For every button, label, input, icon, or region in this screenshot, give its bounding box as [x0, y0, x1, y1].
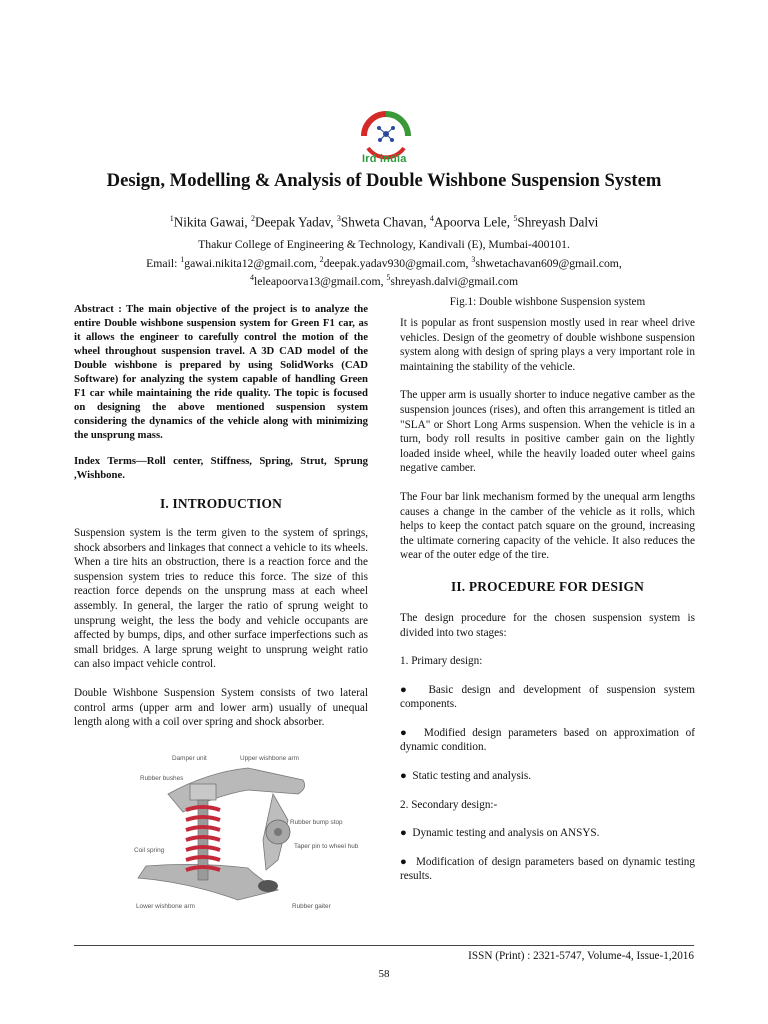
- email-5: shreyash.dalvi@gmail.com: [390, 274, 519, 288]
- footer-issn: ISSN (Print) : 2321-5747, Volume-4, Issue-1,2016: [468, 950, 694, 962]
- gaiter-shape: [258, 880, 278, 892]
- left-column: [74, 302, 368, 730]
- label-damper-unit: Damper unit: [172, 755, 207, 762]
- bullet-item-2: ● Modified design parameters based on approximation of dynamic condition.: [400, 726, 695, 754]
- label-bump-stop: Rubber bump stop: [290, 819, 343, 826]
- abstract: Abstract : The main objective of the project is to analyze the entire Double wishbone suspension system for Green F1 car, as it allows the engineer to carefully control the motion of the wheel throughout suspension travel. A 3D CAD model of the Double wishbone is prepared by using SolidWorks (CAD Software) for analyzing the system capable of handling Green F1 car while maintaining the ride quality. The topic is focused on designing the above mentioned suspension system considering the dynamics of the vehicle along with minimizing the unsprung mass.: [74, 303, 368, 441]
- label-taper-pin: Taper pin to wheel hub: [294, 843, 359, 850]
- section-heading-procedure: II. PROCEDURE FOR DESIGN: [450, 578, 645, 594]
- label-upper-wishbone: Upper wishbone arm: [240, 755, 299, 762]
- label-coil-spring: Coil spring: [134, 847, 165, 854]
- author-list: [40, 214, 728, 230]
- email-4-sup: 4: [249, 272, 254, 282]
- author-5-sup: 5: [513, 214, 518, 223]
- intro-paragraph-1: Suspension system is the term given to the system of springs, shock absorbers and linkages that connect a vehicle to its wheels. When a tire hits an obstruction, there is a reaction force and the suspension system tries to reduce this force. The size of this reaction force depends on the unsprung mass at each wheel assembly. In general, the larger the ratio of sprung weight to unsprung weight, the less the body and vehicle occupants are affected by bumps, dips, and other surface imperfections such as small bridges. A large sprung weight to unsprung weight ratio can also impact vehicle control.: [74, 527, 368, 671]
- email-1: gawai.nikita12@gmail.com,: [184, 256, 320, 270]
- author-1: Nikita Gawai,: [173, 214, 251, 230]
- author-1-sup: 1: [169, 214, 174, 223]
- bullet-text-3: Static testing and analysis.: [412, 770, 532, 783]
- author-5: Shreyash Dalvi: [517, 214, 599, 230]
- suspension-figure: [128, 750, 359, 922]
- page-number: 58: [378, 968, 390, 980]
- secondary-design-label: 2. Secondary design:-: [400, 798, 498, 811]
- logo-text: Ird india: [362, 153, 407, 165]
- author-3: Shweta Chavan,: [340, 214, 430, 230]
- affiliation-block: [40, 238, 728, 289]
- bullet-text-4: Dynamic testing and analysis on ANSYS.: [412, 827, 600, 840]
- right-column: [400, 296, 695, 884]
- figure-caption: Fig.1: Double wishbone Suspension system: [449, 296, 646, 308]
- section-heading-introduction: I. INTRODUCTION: [159, 496, 283, 511]
- bullet-text-2: Modified design parameters based on approximation of dynamic condition.: [400, 726, 695, 754]
- bullet-text-5: Modification of design parameters based on dynamic testing results.: [400, 855, 695, 883]
- upper-wishbone-shape: [168, 768, 305, 812]
- author-2: Deepak Yadav,: [254, 214, 337, 230]
- email-3: shwetachavan609@gmail.com,: [475, 256, 622, 270]
- hub-center-shape: [274, 828, 282, 836]
- procedure-intro: The design procedure for the chosen suspension system is divided into two stages:: [400, 611, 695, 639]
- index-terms: Index Terms—Roll center, Stiffness, Spring, Strut, Sprung ,Wishbone.: [74, 455, 368, 481]
- right-paragraph-1: It is popular as front suspension mostly used in rear wheel drive vehicles. Design of the geometry of double wishbone suspension system along with design of spring plays a very important role in maintaining the stability of the vehicle.: [400, 317, 695, 373]
- author-4: Apoorva Lele,: [433, 214, 514, 230]
- affiliation: Thakur College of Engineering & Technology, Kandivali (E), Mumbai-400101.: [198, 238, 570, 251]
- email-line-1: [40, 253, 728, 271]
- label-rubber-bushes: Rubber bushes: [140, 775, 184, 782]
- paper-title: Design, Modelling & Analysis of Double Wishbone Suspension System: [106, 170, 662, 191]
- email-label: Email:: [146, 256, 181, 270]
- email-1-sup: 1: [180, 254, 185, 264]
- bullet-item-3: ● Static testing and analysis.: [400, 770, 532, 783]
- email-4: leleapoorva13@gmail.com,: [253, 274, 387, 288]
- author-3-sup: 3: [336, 214, 341, 223]
- email-5-sup: 5: [386, 272, 391, 282]
- bullet-item-4: ● Dynamic testing and analysis on ANSYS.: [400, 827, 600, 840]
- author-4-sup: 4: [429, 214, 434, 223]
- primary-design-label: 1. Primary design:: [400, 655, 483, 668]
- author-2-sup: 2: [250, 214, 255, 223]
- bullet-item-1: ● Basic design and development of suspension system components.: [400, 683, 695, 711]
- email-3-sup: 3: [471, 254, 476, 264]
- intro-paragraph-2: Double Wishbone Suspension System consists of two lateral control arms (upper arm and lower arm) usually of unequal length along with a coil over spring and shock absorber.: [74, 686, 368, 729]
- label-rubber-gaiter: Rubber gaiter: [292, 903, 331, 910]
- bullet-item-5: ● Modification of design parameters based on dynamic testing results.: [400, 855, 695, 883]
- right-paragraph-3: The Four bar link mechanism formed by the unequal arm lengths causes a change in the camber of the vehicle as it rolls, which helps to keep the contact patch square on the ground, increasing the ultimate cornering capacity of the vehicle. It also reduces the wear of the outer edge of the tire.: [400, 490, 695, 562]
- damper-top-shape: [190, 784, 216, 800]
- right-paragraph-2: The upper arm is usually shorter to induce negative camber as the suspension jounces (rises), and often this arrangement is titled an "SLA" or Short Long Arms suspension. When the vehicle is in a turn, body roll results in positive camber gain on the lightly loaded inside wheel, while the heavily loaded outer wheel gains negative camber.: [400, 389, 695, 475]
- email-line-2: [40, 271, 728, 289]
- bullet-text-1: Basic design and development of suspension system components.: [400, 683, 695, 711]
- label-lower-wishbone: Lower wishbone arm: [136, 903, 195, 910]
- email-2: deepak.yadav930@gmail.com,: [323, 256, 472, 270]
- footer-rule: [74, 945, 694, 946]
- email-2-sup: 2: [319, 254, 324, 264]
